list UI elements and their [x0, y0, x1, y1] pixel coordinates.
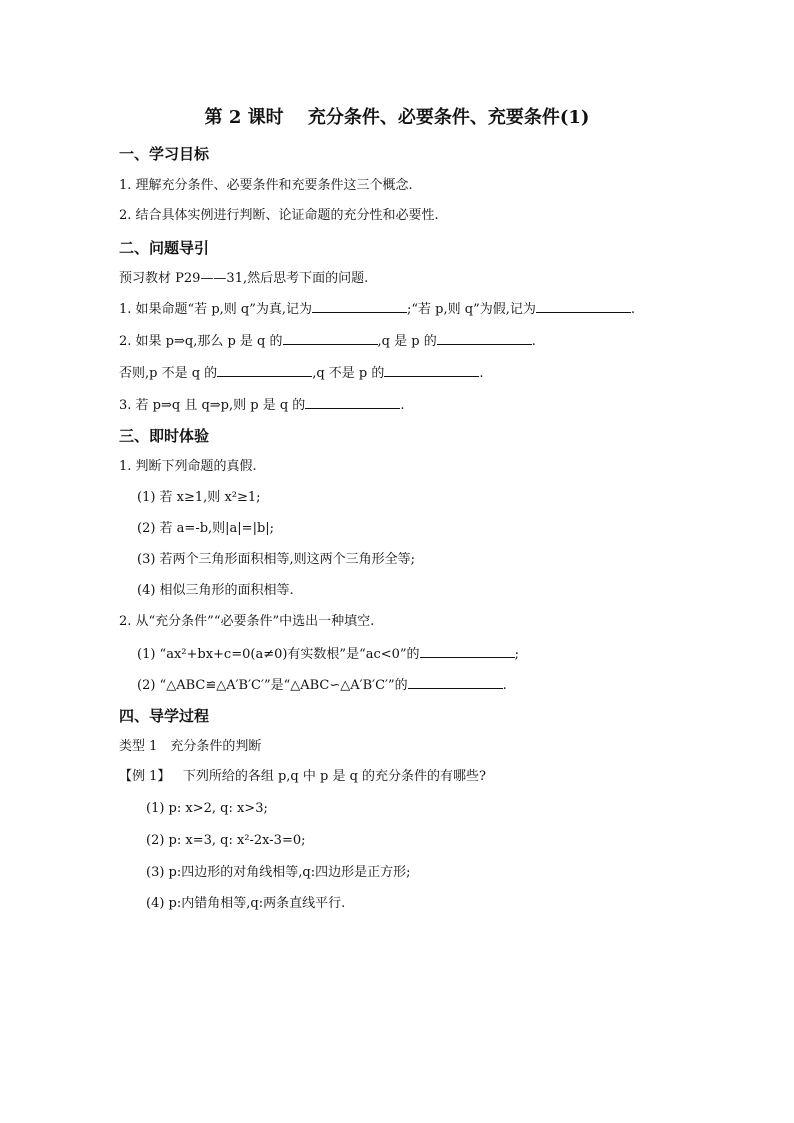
answer-blank[interactable] — [437, 332, 532, 345]
section-heading-goals: 一、学习目标 — [119, 145, 210, 163]
guide-q3-text: 3. 若 p⇒q 且 q⇒p,则 p 是 q 的 — [119, 398, 306, 413]
answer-blank[interactable] — [420, 645, 515, 658]
practice-item: (4) 相似三角形的面积相等. — [137, 583, 294, 598]
example-item: (4) p:内错角相等,q:两条直线平行. — [146, 896, 346, 911]
guide-q1-text-b: ;“若 p,则 q”为假,记为 — [407, 302, 536, 317]
example-tag: 【例 1】 — [119, 769, 171, 784]
guide-question-1 — [119, 300, 635, 319]
period: . — [630, 302, 636, 317]
period: . — [400, 398, 405, 413]
section-heading-practice: 三、即时体验 — [119, 427, 210, 445]
page-title: 第 2 课时 充分条件、必要条件、充要条件(1) — [204, 107, 590, 128]
guide-question-2 — [119, 332, 536, 351]
guide-q2-text-b: ,q 是 p 的 — [377, 334, 437, 349]
guide-q2-text-a: 2. 如果 p⇒q,那么 p 是 q 的 — [119, 334, 283, 349]
answer-blank[interactable] — [536, 300, 631, 313]
example-item: (2) p: x=3, q: x²-2x-3=0; — [146, 833, 306, 848]
practice-fill-2 — [137, 676, 507, 695]
guide-intro: 预习教材 P29——31,然后思考下面的问题. — [119, 271, 369, 286]
guide-q1-text-a: 1. 如果命题“若 p,则 q”为真,记为 — [119, 302, 313, 317]
example-item: (3) p:四边形的对角线相等,q:四边形是正方形; — [146, 865, 411, 880]
guide-q2-text-d: ,q 不是 p 的 — [312, 366, 385, 381]
answer-blank[interactable] — [217, 364, 312, 377]
example-item: (1) p: x>2, q: x>3; — [146, 801, 268, 816]
practice-fill-1 — [137, 645, 519, 664]
practice-question-2: 2. 从“充分条件”“必要条件”中选出一种填空. — [119, 614, 375, 629]
goal-item: 2. 结合具体实例进行判断、论证命题的充分性和必要性. — [119, 208, 439, 223]
period: . — [531, 334, 536, 349]
section-heading-guide: 二、问题导引 — [119, 239, 210, 257]
guide-question-3 — [119, 396, 404, 415]
example-1 — [119, 768, 486, 786]
type-heading: 类型 1 充分条件的判断 — [119, 739, 262, 754]
answer-blank[interactable] — [312, 300, 407, 313]
semicolon: ; — [514, 647, 519, 662]
practice-question-1: 1. 判断下列命题的真假. — [119, 459, 257, 474]
guide-question-2-cont — [119, 364, 484, 383]
practice-item: (2) 若 a=-b,则|a|=|b|; — [137, 521, 275, 536]
answer-blank[interactable] — [305, 396, 400, 409]
example-text: 下列所给的各组 p,q 中 p 是 q 的充分条件的有哪些? — [182, 769, 486, 784]
practice-item: (1) 若 x≥1,则 x²≥1; — [137, 490, 261, 505]
practice-item: (3) 若两个三角形面积相等,则这两个三角形全等; — [137, 552, 416, 567]
section-heading-process: 四、导学过程 — [119, 707, 210, 725]
practice-fill-2-text: (2) “△ABC≌△A′B′C′”是“△ABC∽△A′B′C′”的 — [137, 678, 408, 693]
answer-blank[interactable] — [384, 364, 479, 377]
period: . — [479, 366, 484, 381]
period: . — [502, 678, 507, 693]
practice-fill-1-text: (1) “ax²+bx+c=0(a≠0)有实数根”是“ac<0”的 — [137, 647, 420, 662]
guide-q2-text-c: 否则,p 不是 q 的 — [119, 366, 218, 381]
answer-blank[interactable] — [408, 676, 503, 689]
goal-item: 1. 理解充分条件、必要条件和充要条件这三个概念. — [119, 178, 413, 193]
answer-blank[interactable] — [283, 332, 378, 345]
